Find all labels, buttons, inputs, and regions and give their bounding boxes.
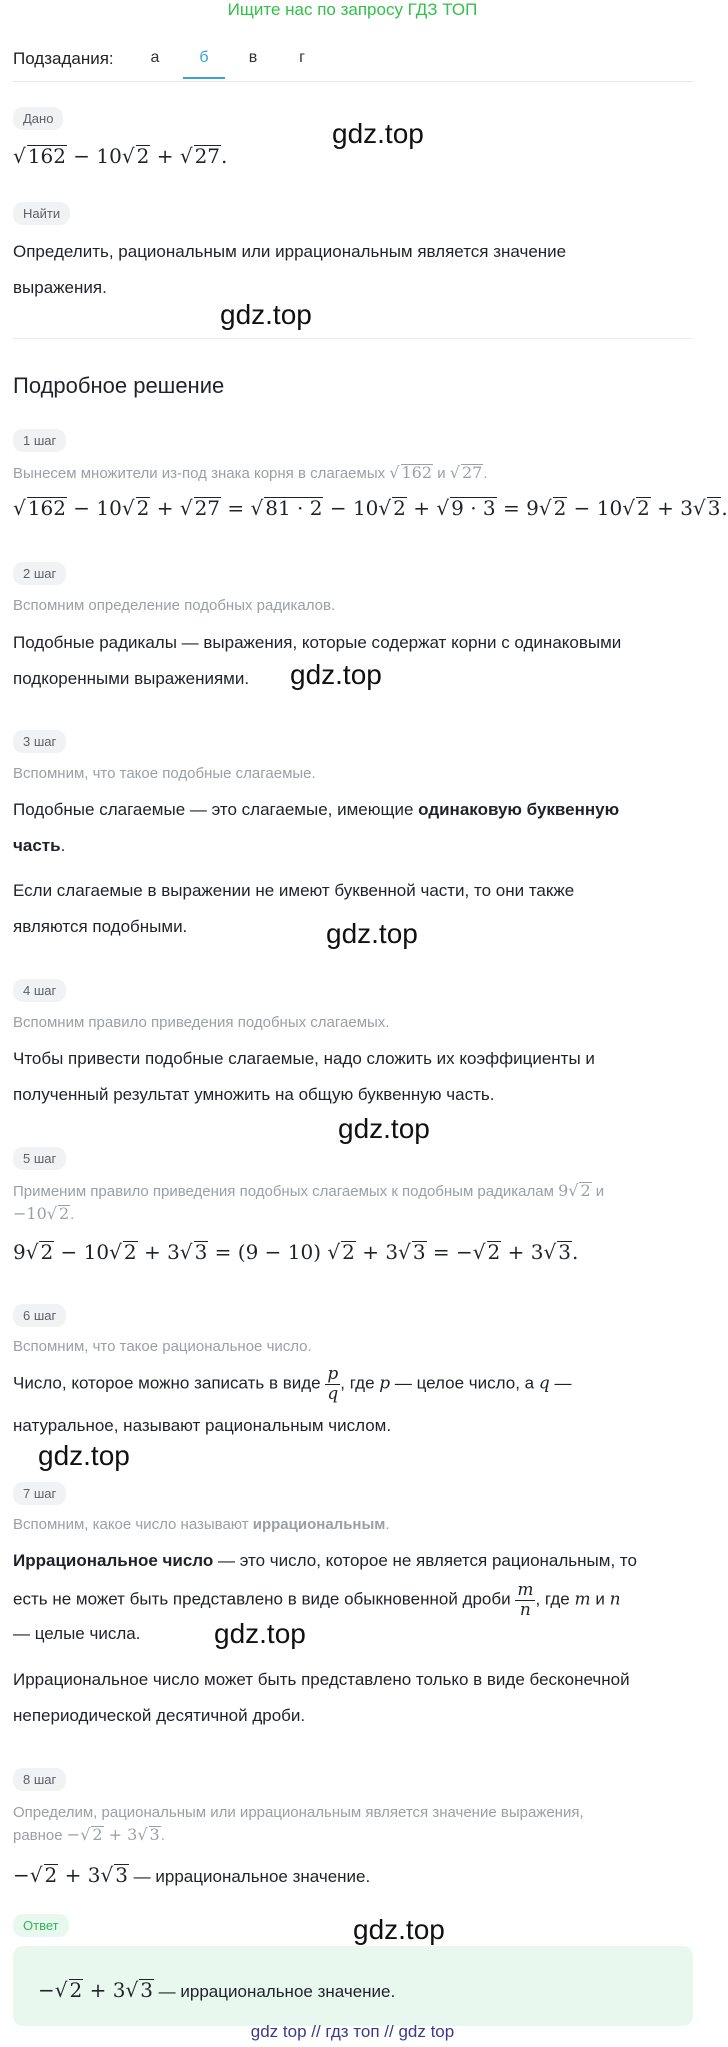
step-2-intro: Вспомним определение подобных радикалов. bbox=[13, 597, 336, 614]
subtasks-label: Подзадания: bbox=[13, 49, 114, 68]
step-1-intro: Вынесем множители из-под знака корня в слагаемых √ 162 и √ 27. bbox=[13, 463, 488, 482]
watermark: gdz.top bbox=[326, 918, 418, 949]
tab-a[interactable]: а bbox=[150, 49, 160, 66]
step-5-formula: 9√ 2 − 10√ 2 + 3√ 3 = (9 − 10) √ 2 + 3√ 3 = −√ 2 + 3√ 3. bbox=[13, 1240, 579, 1264]
step-5-intro: Применим правило приведения подобных слагаемых к подобным радикалам 9√ 2 и −10√ 2. bbox=[13, 1181, 605, 1223]
step-3-intro: Вспомним, что такое подобные слагаемые. bbox=[13, 765, 316, 782]
watermark: gdz.top bbox=[38, 1440, 130, 1471]
find-badge: Найти bbox=[13, 202, 70, 225]
step-3-text-2: Если слагаемые в выражении не имеют буквенной части, то они также являются подобными. bbox=[13, 881, 575, 936]
answer-badge: Ответ bbox=[13, 1914, 69, 1937]
step-4-badge: 4 шаг bbox=[13, 979, 66, 1002]
watermark: gdz.top bbox=[220, 299, 312, 330]
step-7-badge: 7 шаг bbox=[13, 1482, 66, 1505]
watermark: gdz.top bbox=[332, 118, 424, 149]
step-7-text: Иррациональное число — это число, которое не является рациональным, то bbox=[13, 1551, 637, 1570]
watermark: gdz.top bbox=[353, 1914, 445, 1945]
watermark: gdz.top bbox=[214, 1618, 306, 1649]
solution-title: Подробное решение bbox=[13, 373, 225, 398]
answer-text: −√ 2 + 3√ 3 — иррациональное значение. bbox=[38, 1978, 396, 2002]
tab-v[interactable]: в bbox=[248, 49, 258, 66]
section-divider bbox=[13, 338, 693, 339]
tab-b[interactable]: б bbox=[183, 49, 225, 79]
fraction-m-n: $\frac{m}{n}$ bbox=[517, 1580, 534, 1620]
step-8-result: −√ 2 + 3√ 3 — иррациональное значение. bbox=[13, 1863, 371, 1887]
step-6-badge: 6 шаг bbox=[13, 1304, 66, 1327]
given-badge: Дано bbox=[13, 107, 63, 130]
watermark: gdz.top bbox=[338, 1113, 430, 1144]
step-8-intro: Определим, рациональным или иррациональным является значение выражения, равное −√ 2 + 3√ 3. bbox=[13, 1804, 584, 1844]
step-5-badge: 5 шаг bbox=[13, 1147, 66, 1170]
watermark: gdz.top bbox=[290, 659, 382, 690]
step-3-badge: 3 шаг bbox=[13, 730, 66, 753]
step-7-text-c: — целые числа. bbox=[13, 1624, 141, 1643]
step-6-intro: Вспомним, что такое рациональное число. bbox=[13, 1338, 312, 1355]
tabs-divider bbox=[13, 81, 693, 82]
top-banner: Ищите нас по запросу ГДЗ ТОП bbox=[227, 0, 478, 19]
step-4-intro: Вспомним правило приведения подобных слагаемых. bbox=[13, 1014, 390, 1031]
step-1-badge: 1 шаг bbox=[13, 429, 66, 452]
step-2-text: Подобные радикалы — выражения, которые содержат корни с одинаковыми подкоренными выражениями. bbox=[13, 633, 622, 688]
footer-links[interactable]: gdz top // гдз топ // gdz top bbox=[250, 2022, 455, 2041]
step-7-text-2: Иррациональное число может быть представлено только в виде бесконечной непериодической десятичной дроби. bbox=[13, 1670, 630, 1725]
fraction-p-q: $\frac{p}{q}$ bbox=[327, 1364, 339, 1404]
step-2-badge: 2 шаг bbox=[13, 562, 66, 585]
step-1-formula: √ 162 − 10√ 2 + √ 27 = √ 81 · 2 − 10√ 2 + √ 9 · 3 = 9√ 2 − 10√ 2 + 3√ 3. bbox=[13, 496, 728, 520]
step-6-text: Число, которое можно записать в виде $\frac{p}{q}$ , где p — целое число, а q — bbox=[13, 1364, 572, 1404]
tab-g[interactable]: г bbox=[299, 49, 305, 66]
find-text: Определить, рациональным или иррациональным является значение выражения. bbox=[13, 242, 567, 297]
step-8-badge: 8 шаг bbox=[13, 1768, 66, 1791]
step-6-text-2: натуральное, называют рациональным числом. bbox=[13, 1416, 392, 1435]
step-3-text: Подобные слагаемые — это слагаемые, имеющие одинаковую буквенную часть. bbox=[13, 800, 620, 855]
step-4-text: Чтобы привести подобные слагаемые, надо сложить их коэффициенты и полученный результат умножить на общую буквенную часть. bbox=[13, 1049, 595, 1104]
step-7-text-b: есть не может быть представлено в виде обыкновенной дроби $\frac{m}{n}$ , где m и n bbox=[13, 1580, 621, 1620]
given-expression: √ 162 − 10√ 2 + √ 27. bbox=[13, 144, 228, 168]
step-7-intro: Вспомним, какое число называют иррациональным. bbox=[13, 1516, 390, 1533]
